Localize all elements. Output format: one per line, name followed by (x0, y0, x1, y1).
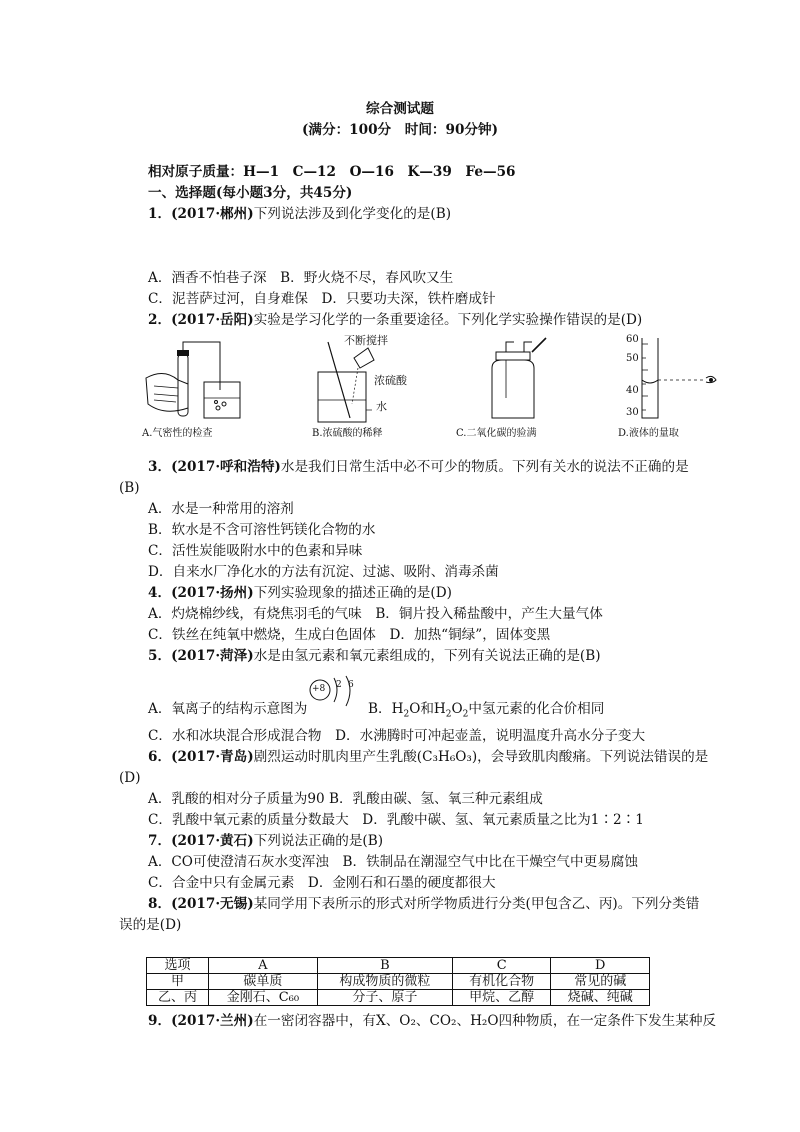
text-run: O (451, 701, 463, 717)
table-row (147, 974, 650, 990)
table-cell: 选项 (147, 958, 209, 974)
question-3-answer: (B) (119, 480, 140, 496)
figure-caption-a: A.气密性的检查 (142, 428, 213, 439)
classification-table (146, 957, 650, 1006)
table-row (147, 958, 650, 974)
question-source: (2017·菏泽) (171, 648, 254, 664)
question-3-stem (148, 458, 689, 476)
water-label: 水 (376, 400, 387, 413)
table-cell: 乙、丙 (147, 990, 209, 1006)
question-text: 某同学用下表所示的形式对所学物质进行分类(甲包含乙、丙)。下列分类错 (253, 896, 700, 912)
question-number: 1． (148, 206, 172, 222)
page-title: 综合测试题 (366, 101, 434, 117)
question-number: 4． (148, 585, 172, 601)
figure-caption-d: D.液体的量取 (618, 428, 679, 439)
question-1-stem (148, 205, 451, 223)
question-number: 3． (148, 459, 172, 475)
question-6-options-cd: C．乳酸中氧元素的质量分数最大 D．乳酸中碳、氢、氧元素质量之比为1∶2∶1 (148, 812, 644, 828)
figure-caption-c: C.二氧化碳的验满 (456, 428, 537, 439)
scale-30: 30 (626, 407, 639, 418)
ion-nucleus-charge: +8 (312, 684, 326, 694)
page-subtitle: (满分：100分 时间：90分钟) (301, 122, 499, 138)
stir-label: 不断搅拌 (344, 334, 388, 347)
question-3-option-c: C．活性炭能吸附水中的色素和异味 (148, 543, 363, 559)
table-cell: 碳单质 (208, 974, 317, 990)
question-source: (2017·呼和浩特) (171, 459, 281, 475)
question-text: 下列实验现象的描述正确的是(D) (253, 585, 452, 601)
scale-40: 40 (626, 385, 639, 396)
oxygen-ion-structure-diagram (308, 674, 364, 714)
question-3-option-d: D．自来水厂净化水的方法有沉淀、过滤、吸附、消毒杀菌 (148, 564, 499, 580)
question-7-options-cd: C．合金中只有金属元素 D．金刚石和石墨的硬度都很大 (148, 875, 496, 891)
subscript: 2 (462, 709, 469, 720)
question-9-stem (148, 1012, 716, 1030)
question-text: 在一密闭容器中，有X、O₂、CO₂、H₂O四种物质，在一定条件下发生某种反 (253, 1013, 717, 1029)
question-text: 水是我们日常生活中必不可少的物质。下列有关水的说法不正确的是 (280, 459, 689, 475)
text-run: B．H (368, 701, 404, 717)
scale-50: 50 (626, 353, 639, 364)
table-cell: B (317, 958, 452, 974)
question-5-option-a: A．氧离子的结构示意图为 (148, 701, 308, 717)
question-4-options-ab: A．灼烧棉纱线，有烧焦羽毛的气味 B．铜片投入稀盐酸中，产生大量气体 (148, 606, 603, 622)
question-8-stem (148, 895, 699, 913)
question-number: 5． (148, 648, 172, 664)
table-row (147, 990, 650, 1006)
airtightness-check-illustration (144, 338, 264, 428)
table-cell: 构成物质的微粒 (317, 974, 452, 990)
question-7-options-ab: A．CO可使澄清石灰水变浑浊 B．铁制品在潮湿空气中比在干燥空气中更易腐蚀 (148, 854, 638, 870)
question-5-option-b (368, 700, 604, 724)
subscript: 2 (403, 709, 410, 720)
text-run: O和H (409, 701, 446, 717)
question-7-stem (148, 832, 383, 850)
question-source: (2017·郴州) (171, 206, 254, 222)
question-6-answer: (D) (119, 770, 141, 786)
co2-test-illustration (480, 338, 570, 428)
text-run: 中氢元素的化合价相同 (468, 701, 605, 717)
question-number: 6． (148, 749, 172, 765)
question-1-options-cd: C．泥菩萨过河，自身难保 D．只要功夫深，铁杵磨成针 (148, 291, 496, 307)
question-source: (2017·扬州) (171, 585, 254, 601)
ion-shell-2: 6 (348, 680, 354, 690)
question-source: (2017·无锡) (171, 896, 254, 912)
table-cell: 有机化合物 (452, 974, 551, 990)
question-6-stem (148, 748, 708, 766)
question-5-options-cd: C．水和冰块混合形成混合物 D．水沸腾时可冲起壶盖，说明温度升高水分子变大 (148, 728, 646, 744)
question-2-stem (148, 311, 642, 329)
question-1-options-ab: A．酒香不怕巷子深 B．野火烧不尽，春风吹又生 (148, 270, 454, 286)
question-4-options-cd: C．铁丝在纯氧中燃烧，生成白色固体 D．加热“铜绿”，固体变黑 (148, 627, 551, 643)
table-cell: 甲 (147, 974, 209, 990)
subscript: 2 (445, 709, 452, 720)
ion-shell-1: 2 (336, 680, 342, 690)
table-cell: 甲烷、乙醇 (452, 990, 551, 1006)
question-number: 7． (148, 833, 172, 849)
question-source: (2017·青岛) (171, 749, 254, 765)
table-cell: D (551, 958, 650, 974)
table-cell: 烧碱、纯碱 (551, 990, 650, 1006)
question-3-option-a: A．水是一种常用的溶剂 (148, 501, 294, 517)
section-heading: 一、选择题(每小题3分，共45分) (148, 185, 353, 201)
table-cell: C (452, 958, 551, 974)
question-text: 实验是学习化学的一条重要途径。下列化学实验操作错误的是(D) (253, 312, 643, 328)
scale-60: 60 (626, 334, 639, 345)
question-6-options-ab: A．乳酸的相对分子质量为90 B．乳酸由碳、氢、氧三种元素组成 (148, 791, 543, 807)
question-text: 下列说法正确的是(B) (253, 833, 384, 849)
acid-label: 浓硫酸 (374, 374, 407, 387)
question-text: 剧烈运动时肌肉里产生乳酸(C₃H₆O₃)，会导致肌肉酸痛。下列说法错误的是 (253, 749, 709, 765)
question-text: 下列说法涉及到化学变化的是(B) (253, 206, 452, 222)
table-cell: 金刚石、C₆₀ (208, 990, 317, 1006)
question-text: 水是由氢元素和氧元素组成的，下列有关说法正确的是(B) (253, 648, 601, 664)
table-cell: A (208, 958, 317, 974)
question-number: 2． (148, 312, 172, 328)
experiment-figure (140, 332, 720, 442)
table-cell: 常见的碱 (551, 974, 650, 990)
question-source: (2017·黄石) (171, 833, 254, 849)
question-source: (2017·岳阳) (171, 312, 254, 328)
question-4-stem (148, 584, 452, 602)
table-cell: 分子、原子 (317, 990, 452, 1006)
question-number: 8． (148, 896, 172, 912)
question-3-option-b: B．软水是不含可溶性钙镁化合物的水 (148, 522, 376, 538)
question-8-stem-cont: 误的是(D) (119, 917, 182, 933)
figure-caption-b: B.浓硫酸的稀释 (312, 428, 383, 439)
question-5-stem (148, 647, 601, 665)
atomic-masses: 相对原子质量：H—1 C—12 O—16 K—39 Fe—56 (148, 164, 516, 180)
question-number: 9． (148, 1013, 172, 1029)
question-source: (2017·兰州) (171, 1013, 254, 1029)
